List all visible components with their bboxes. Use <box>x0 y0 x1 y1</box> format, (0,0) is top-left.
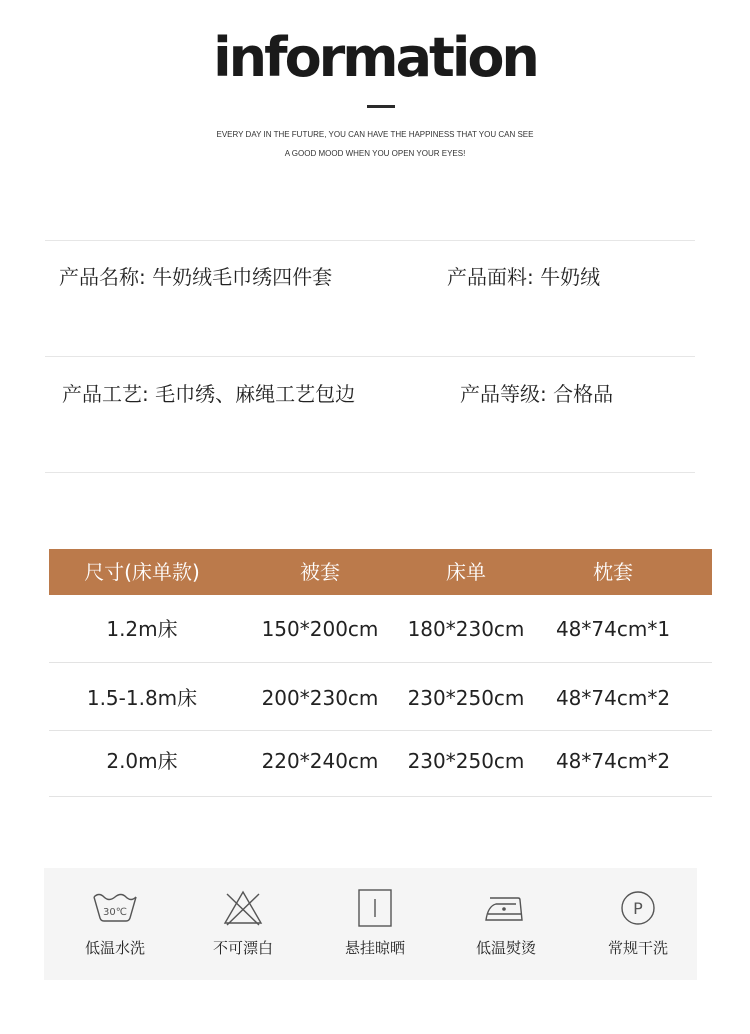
table-cell: 230*250cm <box>407 749 525 773</box>
row-divider <box>49 662 712 663</box>
size-table-header <box>49 549 712 595</box>
care-item-dry-clean <box>583 868 693 980</box>
table-cell: 1.5-1.8m床 <box>86 686 198 710</box>
table-cell: 48*74cm*2 <box>555 686 671 710</box>
product-name: 产品名称: 牛奶绒毛巾绣四件套 <box>59 265 333 289</box>
table-cell: 220*240cm <box>261 749 379 773</box>
product-craft: 产品工艺: 毛巾绣、麻绳工艺包边 <box>62 382 356 406</box>
title-underline <box>367 105 395 108</box>
low-iron-icon <box>482 888 530 928</box>
row-divider <box>49 730 712 731</box>
tagline-line-1: EVERY DAY IN THE FUTURE, YOU CAN HAVE THE HAPPINESS THAT YOU CAN SEE <box>216 130 534 139</box>
care-label: 悬挂晾晒 <box>344 939 405 957</box>
care-label: 不可漂白 <box>212 939 273 957</box>
dry-clean-icon <box>614 888 662 928</box>
care-item-line-dry <box>320 868 430 980</box>
line-dry-icon <box>351 888 399 928</box>
table-header-cell: 尺寸(床单款) <box>84 560 200 584</box>
table-cell: 150*200cm <box>261 617 379 641</box>
tagline-line-2: A GOOD MOOD WHEN YOU OPEN YOUR EYES! <box>284 149 466 158</box>
svg-text:30℃: 30℃ <box>103 907 127 918</box>
table-cell: 230*250cm <box>407 686 525 710</box>
divider <box>45 356 695 357</box>
care-label: 低温水洗 <box>84 939 145 957</box>
care-label: 低温熨烫 <box>475 939 536 957</box>
table-cell: 48*74cm*1 <box>555 617 671 641</box>
table-header-cell: 枕套 <box>593 560 633 584</box>
care-label: 常规干洗 <box>607 939 668 957</box>
table-header-cell: 床单 <box>446 560 486 584</box>
product-fabric: 产品面料: 牛奶绒 <box>447 265 601 289</box>
page-title: information <box>213 26 537 89</box>
care-item-low-temp-iron <box>451 868 561 980</box>
care-item-low-temp-wash <box>60 868 170 980</box>
table-cell: 2.0m床 <box>106 749 178 773</box>
table-cell: 48*74cm*2 <box>555 749 671 773</box>
no-bleach-icon <box>219 888 267 928</box>
table-cell: 200*230cm <box>261 686 379 710</box>
row-divider <box>49 796 712 797</box>
divider <box>45 240 695 241</box>
table-cell: 180*230cm <box>407 617 525 641</box>
table-header-cell: 被套 <box>300 560 340 584</box>
wash-30-icon <box>91 888 139 928</box>
divider <box>45 472 695 473</box>
care-item-no-bleach <box>188 868 298 980</box>
product-grade: 产品等级: 合格品 <box>460 382 614 406</box>
svg-text:P: P <box>633 899 643 918</box>
care-instructions-panel <box>44 868 697 980</box>
table-cell: 1.2m床 <box>106 617 178 641</box>
